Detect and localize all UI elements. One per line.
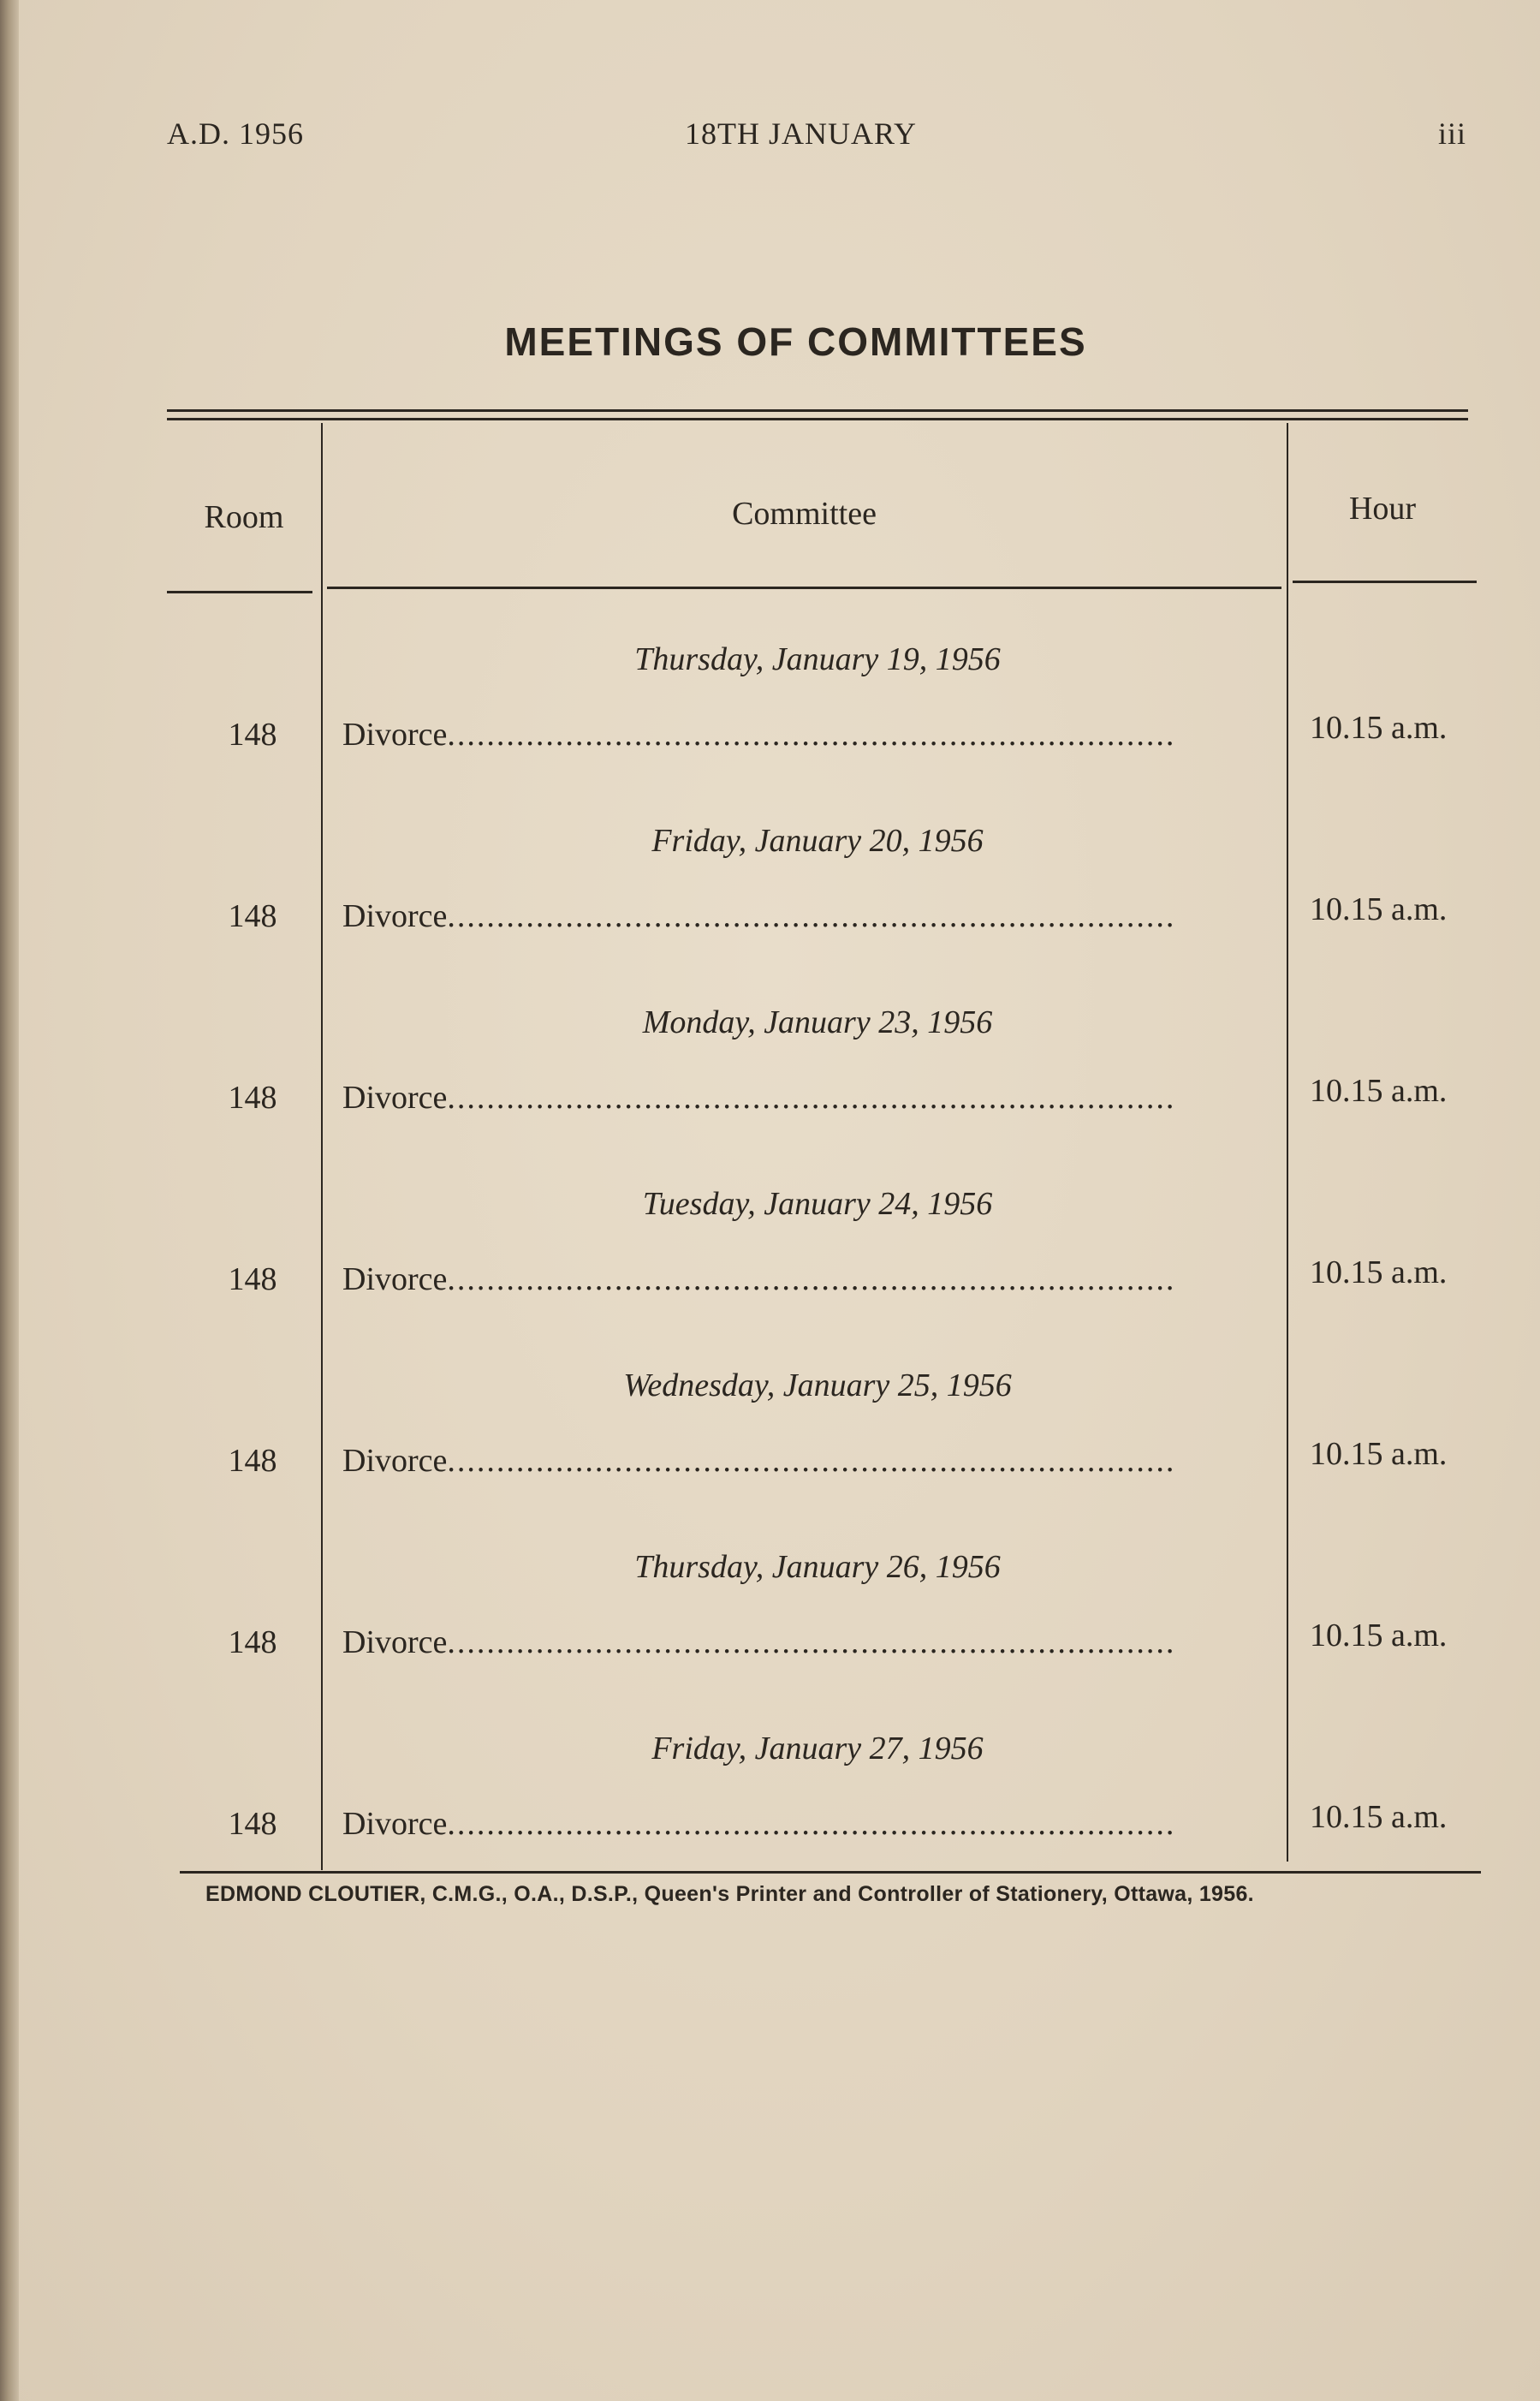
committee-name: Divorce	[342, 717, 448, 753]
committee-name: Divorce	[342, 1624, 448, 1660]
meeting-date: Friday, January 27, 1956	[651, 1731, 984, 1766]
running-head-page-number: iii	[1438, 116, 1467, 151]
committee-entry	[342, 716, 1280, 754]
table-bottom-rule	[180, 1871, 1481, 1874]
header-underline-committee	[327, 587, 1281, 589]
room-number: 148	[228, 1624, 277, 1660]
committee-entry	[342, 1624, 1280, 1661]
room-number: 148	[228, 1443, 277, 1479]
meeting-hour: 10.15 a.m.	[1310, 1436, 1448, 1472]
room-number: 148	[228, 1261, 277, 1297]
meeting-hour: 10.15 a.m.	[1310, 710, 1448, 746]
meeting-date: Wednesday, January 25, 1956	[623, 1367, 1012, 1403]
meeting-hour: 10.15 a.m.	[1310, 1618, 1448, 1653]
committee-name: Divorce	[342, 1261, 448, 1297]
committee-entry	[342, 1260, 1280, 1298]
meeting-date: Monday, January 23, 1956	[642, 1004, 993, 1040]
header-underline-room	[167, 591, 312, 593]
table-top-double-rule-lower	[167, 418, 1468, 420]
room-number: 148	[228, 898, 277, 934]
leader-dots: ..........................................................................	[447, 898, 1176, 934]
committee-entry	[342, 1079, 1280, 1117]
leader-dots: ..........................................................................	[447, 1080, 1176, 1116]
committee-entry	[342, 1442, 1280, 1480]
meeting-hour: 10.15 a.m.	[1310, 1073, 1448, 1109]
leader-dots: ..........................................................................	[447, 717, 1176, 753]
room-number: 148	[228, 717, 277, 753]
column-divider-hour	[1287, 423, 1288, 1862]
running-head-year: A.D. 1956	[167, 116, 304, 151]
meeting-hour: 10.15 a.m.	[1310, 1254, 1448, 1290]
room-number: 148	[228, 1806, 277, 1842]
column-header-hour: Hour	[1348, 491, 1417, 527]
running-head-date: 18TH JANUARY	[685, 116, 918, 151]
table-top-double-rule-upper	[167, 409, 1468, 412]
column-header-committee: Committee	[732, 496, 877, 532]
leader-dots: ..........................................................................	[447, 1806, 1176, 1842]
meeting-hour: 10.15 a.m.	[1310, 1799, 1448, 1835]
committee-name: Divorce	[342, 1080, 448, 1116]
committee-entry	[342, 1805, 1280, 1843]
committee-name: Divorce	[342, 1806, 448, 1842]
committee-entry	[342, 897, 1280, 935]
column-divider-room	[321, 423, 323, 1870]
meeting-date: Tuesday, January 24, 1956	[642, 1186, 993, 1222]
page-title: MEETINGS OF COMMITTEES	[504, 319, 1087, 364]
header-underline-hour	[1293, 581, 1477, 583]
leader-dots: ..........................................................................	[447, 1624, 1176, 1660]
column-header-room: Room	[204, 499, 284, 535]
leader-dots: ..........................................................................	[447, 1443, 1176, 1479]
leader-dots: ..........................................................................	[447, 1261, 1176, 1297]
meeting-hour: 10.15 a.m.	[1310, 891, 1448, 927]
printer-imprint: EDMOND CLOUTIER, C.M.G., O.A., D.S.P., Queen's Printer and Controller of Stationery, Ottawa, 1956.	[205, 1882, 1254, 1906]
committee-name: Divorce	[342, 1443, 448, 1479]
meeting-date: Thursday, January 26, 1956	[634, 1549, 1001, 1585]
committee-name: Divorce	[342, 898, 448, 934]
meeting-date: Thursday, January 19, 1956	[634, 641, 1001, 677]
meeting-date: Friday, January 20, 1956	[651, 823, 984, 859]
room-number: 148	[228, 1080, 277, 1116]
